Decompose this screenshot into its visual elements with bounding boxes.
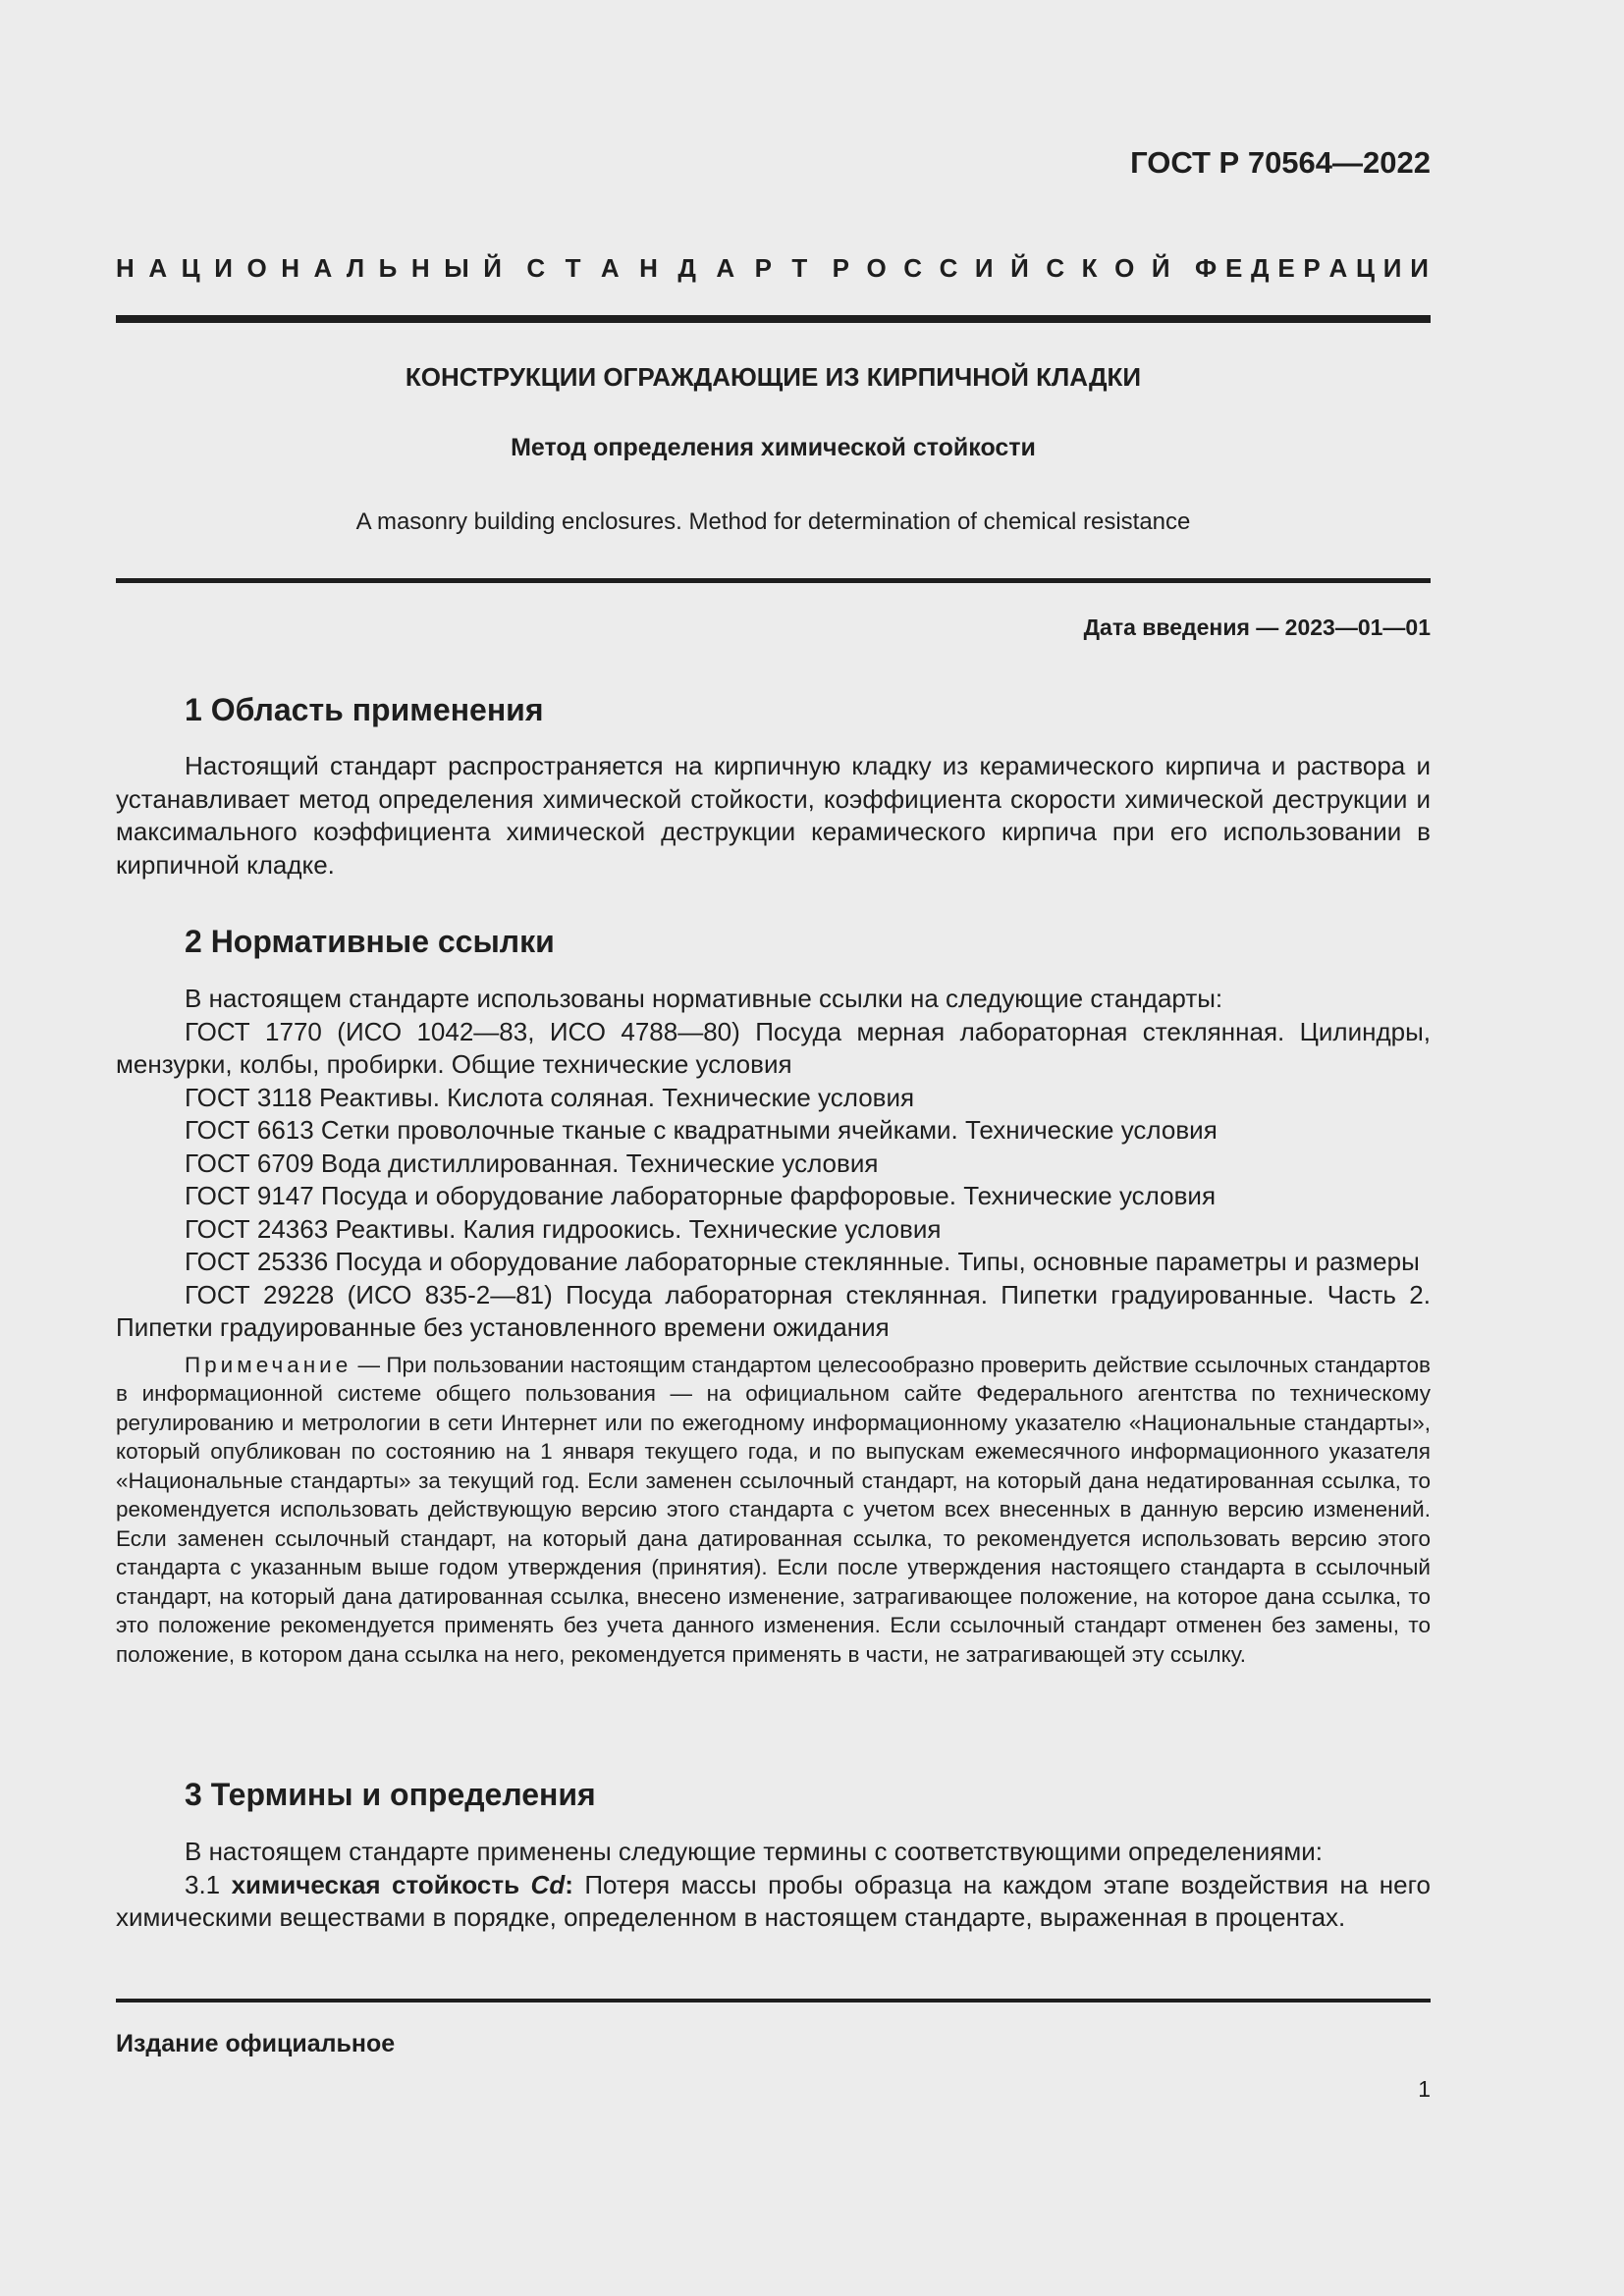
reference-item: ГОСТ 9147 Посуда и оборудование лабораторные фарфоровые. Технические условия <box>185 1181 1217 1210</box>
national-standard-banner <box>116 253 1431 284</box>
reference-item: ГОСТ 25336 Посуда и оборудование лабораторные стеклянные. Типы, основные параметры и размеры <box>185 1247 1420 1276</box>
banner-word-2: С Т А Н Д А Р Т <box>526 253 810 283</box>
section-2-intro: В настоящем стандарте использованы нормативные ссылки на следующие стандарты: <box>185 984 1223 1013</box>
document-title: КОНСТРУКЦИИ ОГРАЖДАЮЩИЕ ИЗ КИРПИЧНОЙ КЛАДКИ <box>405 362 1142 392</box>
reference-item: ГОСТ 3118 Реактивы. Кислота соляная. Технические условия <box>185 1082 915 1112</box>
section-1-body <box>116 750 1431 881</box>
reference-item: ГОСТ 29228 (ИСО 835-2—81) Посуда лабораторная стеклянная. Пипетки градуированные. Часть 2. Пипетки градуированные без установленного времени ожидания <box>116 1279 1431 1342</box>
section-1-text: Настоящий стандарт распространяется на кирпичную кладку из керамического кирпича и раствора и устанавливает метод определения химической стойкости, коэффициента скорости химической деструкции и максимального коэффициента химической деструкции керамического кирпича при его использовании в кирпичной кладке. <box>116 751 1431 880</box>
footer-divider <box>116 1999 1431 2002</box>
introduction-date: Дата введения — 2023—01—01 <box>1083 614 1431 640</box>
official-edition-label: Издание официальное <box>116 2030 396 2057</box>
header-divider <box>116 315 1431 323</box>
banner-word-4: Ф Е Д Е Р А Ц И И <box>1194 253 1431 283</box>
reference-item: ГОСТ 6709 Вода дистиллированная. Технические условия <box>185 1148 879 1178</box>
section-2-body <box>116 983 1431 1669</box>
document-code: ГОСТ Р 70564—2022 <box>1130 145 1431 180</box>
term-name: химическая стойкость <box>231 1869 520 1899</box>
term-symbol: Cd <box>530 1869 566 1899</box>
note-text: — При пользовании настоящим стандартом целесообразно проверить действие ссылочных стандартов в информационной системе общего пользования — на официальном сайте Федерального агентства по техническому регулированию и метрологии в сети Интернет или по ежегодному информационному указателю «Национальные стандарты», который опубликован по состоянию на 1 января текущего года, и по выпускам ежемесячного информационного указателя «Национальные стандарты» за текущий год. Если заменен ссылочный стандарт, на который дана недатированная ссылка, то рекомендуется использовать действующую версию этого стандарта с учетом всех внесенных в данную версию изменений. Если заменен ссылочный стандарт, на который дана датированная ссылка, то рекомендуется использовать версию этого стандарта с указанным выше годом утверждения (принятия). Если после утверждения настоящего стандарта в ссылочный стандарт, на который дана датированная ссылка, внесено изменение, затрагивающее положение, на которое дана ссылка, то это положение рекомендуется применять без учета данного изменения. Если ссылочный стандарт отменен без замены, то положение, в котором дана ссылка на него, рекомендуется применять в части, не затрагивающей эту ссылку. <box>116 1352 1431 1667</box>
document-title-english: A masonry building enclosures. Method for determination of chemical resistance <box>355 508 1191 535</box>
reference-item: ГОСТ 24363 Реактивы. Калия гидроокись. Технические условия <box>185 1213 942 1244</box>
term-definition <box>116 1869 1431 1935</box>
section-3-intro: В настоящем стандарте применены следующие термины с соответствующими определениями: <box>185 1837 1324 1866</box>
reference-note <box>116 1351 1431 1670</box>
page-number: 1 <box>1418 2076 1431 2102</box>
note-label: Примечание <box>185 1352 352 1377</box>
section-3-heading: 3 Термины и определения <box>185 1777 596 1812</box>
term-definition-text: Потеря массы пробы образца на каждом этапе воздействия на него химическими веществами в порядке, определенном в настоящем стандарте, выраженная в процентах. <box>116 1869 1431 1932</box>
section-2-heading: 2 Нормативные ссылки <box>185 924 555 959</box>
term-colon: : <box>565 1869 573 1899</box>
section-3-body <box>116 1836 1431 1935</box>
reference-item: ГОСТ 1770 (ИСО 1042—83, ИСО 4788—80) Посуда мерная лабораторная стеклянная. Цилиндры, мензурки, колбы, пробирки. Общие технические условия <box>116 1016 1431 1079</box>
title-divider <box>116 578 1431 583</box>
section-1-heading: 1 Область применения <box>185 692 544 727</box>
reference-item: ГОСТ 6613 Сетки проволочные тканые с квадратными ячейками. Технические условия <box>185 1115 1218 1145</box>
banner-word-3: Р О С С И Й С К О Й <box>832 253 1172 283</box>
document-subtitle: Метод определения химической стойкости <box>511 434 1036 461</box>
term-number: 3.1 <box>185 1869 221 1899</box>
banner-word-1: Н А Ц И О Н А Л Ь Н Ы Й <box>116 253 504 283</box>
